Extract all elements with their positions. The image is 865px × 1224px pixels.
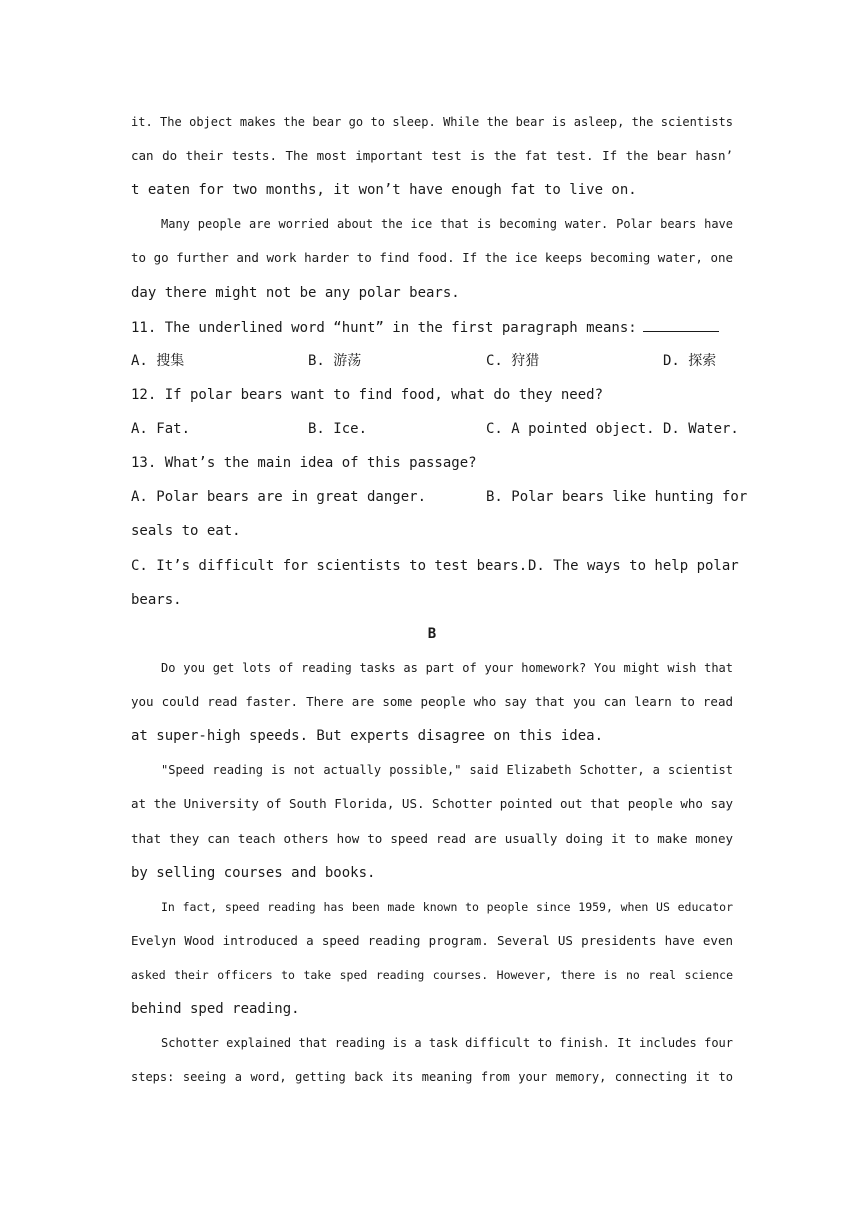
q12-option-a: A. Fat. (131, 421, 191, 437)
section-b-heading: B (427, 626, 437, 642)
passage-a-line: to go further and work harder to find food. If the ice keeps becoming water, one (131, 250, 734, 265)
passage-b-line: at super-high speeds. But experts disagree on this idea. (131, 728, 604, 744)
passage-b-line: behind sped reading. (131, 1001, 300, 1017)
passage-b-line: you could read faster. There are some people who say that you can learn to read (131, 694, 733, 709)
q12-option-d: D. Water. (663, 421, 739, 437)
passage-b-line: asked their officers to take sped reading courses. However, there is no real science (131, 968, 733, 982)
q13-option-d: D. The ways to help polar (528, 558, 739, 574)
passage-b-line: steps: seeing a word, getting back its meaning from your memory, connecting it to (131, 1070, 733, 1084)
q13-option-a: A. Polar bears are in great danger. (131, 489, 427, 505)
q11-option-c: C. 狩猎 (486, 353, 540, 369)
question-11-stem: 11. The underlined word “hunt” in the first paragraph means: (131, 320, 637, 336)
q13-option-c: C. It’s difficult for scientists to test bears. (131, 558, 528, 574)
question-12-stem: 12. If polar bears want to find food, what do they need? (131, 387, 604, 403)
passage-a-line: day there might not be any polar bears. (131, 285, 460, 301)
q13-option-d-cont: bears. (131, 592, 182, 608)
q11-option-d: D. 探索 (663, 353, 717, 369)
passage-b-line: Do you get lots of reading tasks as part of your homework? You might wish that (161, 661, 733, 675)
passage-a-line: Many people are worried about the ice that is becoming water. Polar bears have (161, 217, 733, 231)
q12-option-b: B. Ice. (308, 421, 368, 437)
passage-b-line: "Speed reading is not actually possible," said Elizabeth Schotter, a scientist (161, 763, 733, 777)
passage-a-line: can do their tests. The most important test is the fat test. If the bear hasn’ (131, 148, 733, 163)
question-11 (131, 317, 733, 337)
answer-blank (643, 317, 719, 332)
q11-option-b: B. 游荡 (308, 353, 362, 369)
passage-a-line: it. The object makes the bear go to sleep. While the bear is asleep, the scientists (131, 115, 733, 129)
q13-option-b-cont: seals to eat. (131, 523, 241, 539)
passage-b-line: In fact, speed reading has been made known to people since 1959, when US educator (161, 900, 733, 914)
q13-option-b: B. Polar bears like hunting for (486, 489, 748, 505)
question-13-stem: 13. What’s the main idea of this passage? (131, 455, 477, 471)
q12-option-c: C. A pointed object. (486, 421, 655, 437)
passage-b-line: Schotter explained that reading is a task difficult to finish. It includes four (161, 1036, 733, 1050)
passage-b-line: by selling courses and books. (131, 865, 376, 881)
q11-option-a: A. 搜集 (131, 353, 185, 369)
passage-b-line: Evelyn Wood introduced a speed reading program. Several US presidents have even (131, 933, 733, 948)
passage-a-line: t eaten for two months, it won’t have enough fat to live on. (131, 182, 637, 198)
passage-b-line: at the University of South Florida, US. Schotter pointed out that people who say (131, 796, 734, 811)
passage-b-line: that they can teach others how to speed read are usually doing it to make money (131, 831, 733, 846)
